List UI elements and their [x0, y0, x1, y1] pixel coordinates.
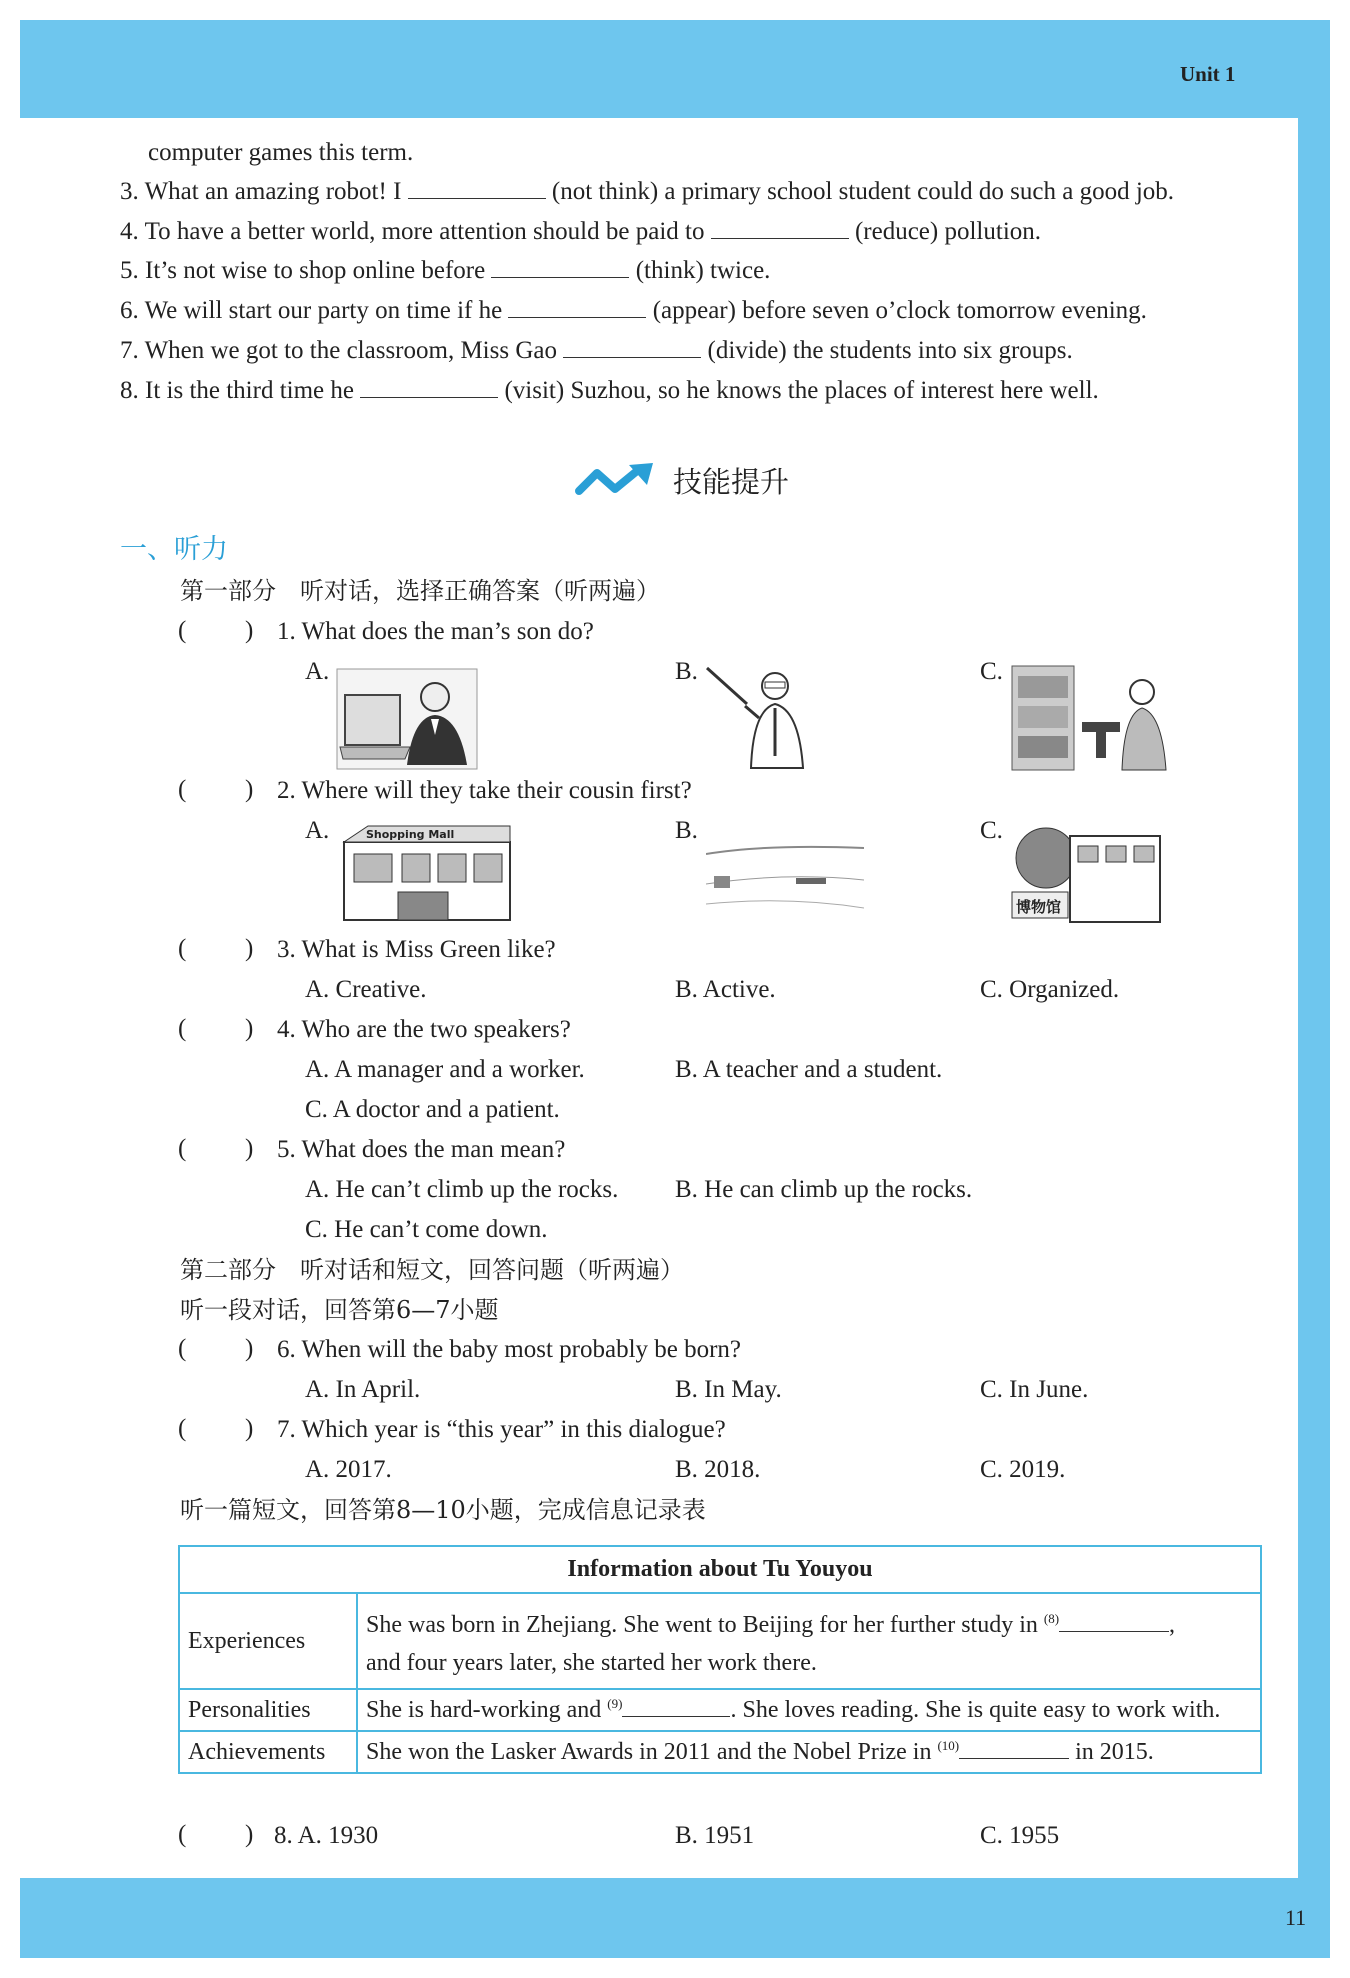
answer-paren-open: (	[178, 935, 187, 962]
page-number: 11	[1285, 1905, 1307, 1930]
part1-instruction: 第一部分 听对话，选择正确答案（听两遍）	[180, 577, 660, 605]
answer-paren-open: (	[178, 1015, 187, 1042]
answer-blank[interactable]	[959, 1738, 1069, 1759]
info-table	[178, 1545, 1262, 1774]
answer-paren-close: )	[245, 1335, 254, 1362]
exercise-item: 8. It is the third time he (visit) Suzhou, so he knows the places of interest here well.	[120, 377, 1099, 404]
footer-band	[20, 1878, 1330, 1958]
answer-paren-open: (	[178, 617, 187, 644]
option-label: B.	[675, 817, 698, 844]
chef-shop-illustration	[1010, 662, 1170, 772]
table-row	[179, 1689, 1261, 1731]
exercise-item: 6. We will start our party on time if he (appear) before seven o’clock tomorrow evening.	[120, 297, 1147, 324]
row-content: She was born in Zhejiang. She went to Beijing for her further study in $^{(8)}$ , and four years later, she started her work there.	[357, 1593, 1261, 1689]
man-at-laptop-illustration	[335, 665, 483, 773]
option-b: B. 2018.	[675, 1456, 761, 1483]
exercise-item: 7. When we got to the classroom, Miss Gao (divide) the students into six groups.	[120, 337, 1073, 364]
option-b: B. He can climb up the rocks.	[675, 1176, 973, 1203]
option-b: B. In May.	[675, 1376, 782, 1403]
option-a: A. 2017.	[305, 1456, 392, 1483]
question-3: 3. What is Miss Green like?	[277, 936, 556, 963]
answer-paren-open: (	[178, 1821, 187, 1848]
option-c: C. In June.	[980, 1376, 1089, 1403]
question-4: 4. Who are the two speakers?	[277, 1016, 571, 1043]
answer-paren-close: )	[245, 935, 254, 962]
option-label: A.	[305, 817, 330, 844]
passage-note: 听一篇短文，回答第8—10小题，完成信息记录表	[180, 1496, 706, 1524]
question-2: 2. Where will they take their cousin first?	[277, 777, 692, 804]
option-a: A. A manager and a worker.	[305, 1056, 585, 1083]
part2-instruction: 第二部分 听对话和短文，回答问题（听两遍）	[180, 1256, 684, 1284]
answer-blank[interactable]	[622, 1696, 730, 1717]
table-row	[179, 1731, 1261, 1773]
question-8: 8. A. 1930	[274, 1822, 379, 1849]
option-c: C. 1955	[980, 1822, 1060, 1849]
dialogue-note: 听一段对话，回答第6—7小题	[180, 1296, 499, 1324]
table-row	[179, 1593, 1261, 1689]
answer-paren-close: )	[245, 776, 254, 803]
answer-paren-open: (	[178, 1335, 187, 1362]
answer-paren-open: (	[178, 1135, 187, 1162]
answer-paren-open: (	[178, 1415, 187, 1442]
answer-paren-close: )	[245, 1415, 254, 1442]
option-label: C.	[980, 817, 1003, 844]
answer-blank[interactable]	[408, 178, 546, 199]
table-header-row	[179, 1546, 1261, 1593]
museum-illustration	[1010, 822, 1165, 924]
exercise-item: 4. To have a better world, more attention should be paid to (reduce) pollution.	[120, 218, 1042, 245]
table-title: Information about Tu Youyou	[179, 1546, 1261, 1593]
answer-blank[interactable]	[360, 377, 498, 398]
beach-illustration	[706, 824, 864, 922]
option-b: B. Active.	[675, 976, 776, 1003]
answer-blank[interactable]	[491, 257, 629, 278]
section-title: 技能提升	[673, 465, 790, 499]
answer-blank[interactable]	[508, 297, 646, 318]
option-b: B. A teacher and a student.	[675, 1056, 943, 1083]
exercise-line-continuation: computer games this term.	[148, 139, 414, 166]
shopping-mall-illustration	[338, 822, 516, 922]
exercise-item: 5. It’s not wise to shop online before (think) twice.	[120, 257, 771, 284]
answer-paren-close: )	[245, 617, 254, 644]
question-1: 1. What does the man’s son do?	[277, 618, 594, 645]
answer-blank[interactable]	[711, 218, 849, 239]
answer-blank[interactable]	[1059, 1611, 1169, 1632]
row-label: Experiences	[179, 1593, 357, 1689]
option-c: C. He can’t come down.	[305, 1216, 548, 1243]
question-6: 6. When will the baby most probably be born?	[277, 1336, 742, 1363]
exercise-item: 3. What an amazing robot! I (not think) a primary school student could do such a good job.	[120, 178, 1175, 205]
row-content: She is hard-working and $^{(9)}$ . She loves reading. She is quite easy to work with.	[357, 1689, 1261, 1731]
header-band	[20, 20, 1330, 118]
option-b: B. 1951	[675, 1822, 755, 1849]
option-a: A. In April.	[305, 1376, 421, 1403]
row-label: Personalities	[179, 1689, 357, 1731]
answer-paren-close: )	[245, 1821, 254, 1848]
museum-sign-text: 博物馆	[1016, 898, 1062, 916]
option-label: C.	[980, 658, 1003, 685]
mall-sign-text: Shopping Mall	[366, 828, 455, 841]
side-band	[1298, 20, 1330, 1958]
trend-arrow-icon	[575, 461, 659, 501]
question-7: 7. Which year is “this year” in this dialogue?	[277, 1416, 726, 1443]
answer-blank[interactable]	[563, 337, 701, 358]
listening-title: 一、听力	[120, 534, 228, 565]
question-5: 5. What does the man mean?	[277, 1136, 566, 1163]
answer-paren-close: )	[245, 1135, 254, 1162]
option-label: A.	[305, 658, 330, 685]
row-content: She won the Lasker Awards in 2011 and the Nobel Prize in $^{(10)}$ in 2015.	[357, 1731, 1261, 1773]
option-label: B.	[675, 658, 698, 685]
section-header	[575, 460, 789, 501]
unit-label: Unit 1	[1180, 62, 1236, 86]
answer-paren-close: )	[245, 1015, 254, 1042]
option-a: A. He can’t climb up the rocks.	[305, 1176, 619, 1203]
option-c: C. Organized.	[980, 976, 1120, 1003]
answer-paren-open: (	[178, 776, 187, 803]
teacher-pointing-illustration	[705, 660, 825, 772]
option-c: C. 2019.	[980, 1456, 1066, 1483]
option-a: A. Creative.	[305, 976, 427, 1003]
row-label: Achievements	[179, 1731, 357, 1773]
option-c: C. A doctor and a patient.	[305, 1096, 560, 1123]
